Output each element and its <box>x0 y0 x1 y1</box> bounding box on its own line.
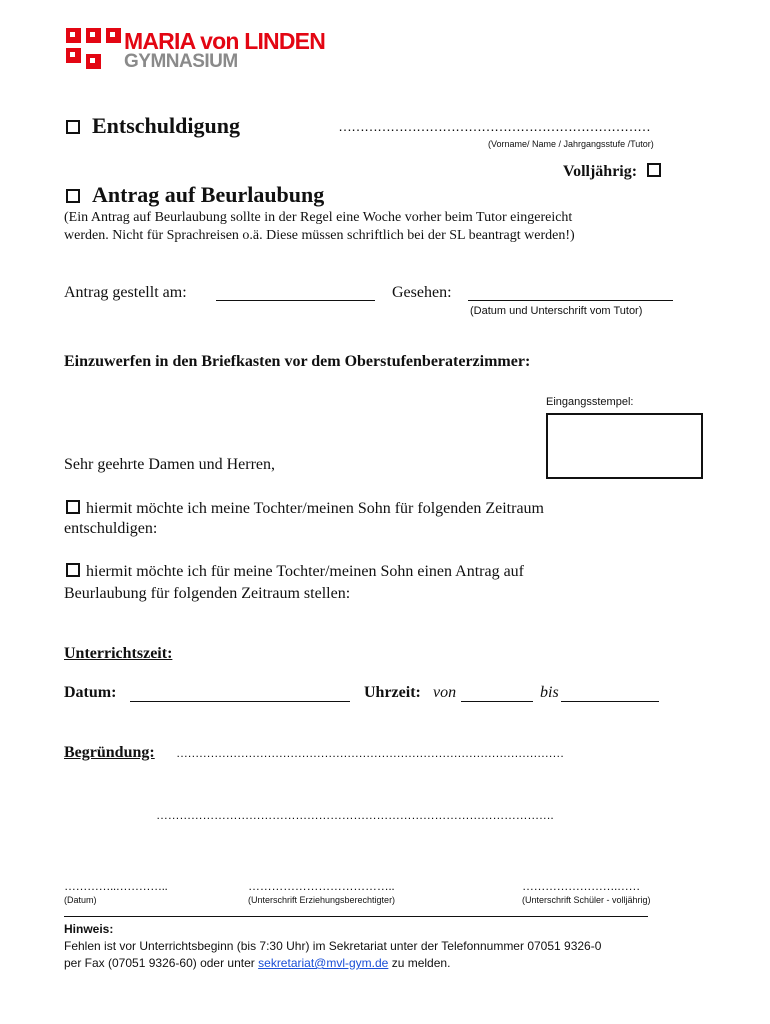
divider-line <box>64 916 648 917</box>
logo-subtitle: GYMNASIUM <box>124 51 238 72</box>
antrag-note-line2: werden. Nicht für Sprachreisen o.ä. Diese müssen schriftlich bei der SL beantragt werden!) <box>64 228 575 243</box>
option-entschuldigen-line2: entschuldigen: <box>64 520 158 537</box>
einwerfen-instruction: Einzuwerfen in den Briefkasten vor dem Oberstufenberaterzimmer: <box>64 353 531 370</box>
gesehen-field[interactable] <box>468 300 673 301</box>
antrag-label: Antrag auf Beurlaubung <box>92 182 325 207</box>
antrag-gestellt-label: Antrag gestellt am: <box>64 284 187 301</box>
option-beurlaubung-checkbox[interactable] <box>66 563 80 577</box>
von-field[interactable] <box>461 701 533 702</box>
logo-name: MARIA von LINDEN <box>124 28 326 54</box>
entschuldigung-label: Entschuldigung <box>92 113 240 138</box>
hinweis-line2-prefix: per Fax (07051 9326-60) oder unter <box>64 956 255 970</box>
option-entschuldigen <box>66 500 544 518</box>
gesehen-label: Gesehen: <box>392 284 452 301</box>
logo-square-4 <box>66 48 81 63</box>
hinweis-label: Hinweis: <box>64 922 114 936</box>
option-entschuldigen-line1: hiermit möchte ich meine Tochter/meinen Sohn für folgenden Zeitraum <box>86 500 544 517</box>
eingangsstempel-box <box>546 413 703 479</box>
unterrichtszeit-heading: Unterrichtszeit: <box>64 645 173 662</box>
schueler-signature-field[interactable]: …………………….…… <box>522 879 640 893</box>
bis-field[interactable] <box>561 701 659 702</box>
option-beurlaubung-line2: Beurlaubung für folgenden Zeitraum stellen: <box>64 585 351 602</box>
hinweis-line2-suffix: zu melden. <box>391 956 451 970</box>
option-beurlaubung <box>66 563 524 581</box>
antrag-gestellt-field[interactable] <box>216 300 375 301</box>
datum-caption: (Datum) <box>64 895 97 905</box>
entschuldigung-checkbox[interactable] <box>66 120 80 134</box>
von-label: von <box>433 684 457 701</box>
begruendung-field-1[interactable]: ………………………………………………………………………………………… <box>176 746 564 760</box>
datum-signature-field[interactable]: …………..………….. <box>64 879 168 893</box>
hinweis-line2 <box>64 956 450 970</box>
uhrzeit-label: Uhrzeit: <box>364 684 421 701</box>
antrag-checkbox[interactable] <box>66 189 80 203</box>
volljaehrig-checkbox[interactable] <box>647 163 661 177</box>
eingangsstempel-label: Eingangsstempel: <box>546 396 634 408</box>
eltern-caption: (Unterschrift Erziehungsberechtigter) <box>248 895 396 905</box>
entschuldigung-option <box>66 113 240 139</box>
option-beurlaubung-line1: hiermit möchte ich für meine Tochter/meinen Sohn einen Antrag auf <box>86 563 525 580</box>
hinweis-line1: Fehlen ist vor Unterrichtsbeginn (bis 7:30 Uhr) im Sekretariat unter der Telefonnummer 07051 9326-0 <box>64 939 602 953</box>
volljaehrig-option <box>563 163 661 181</box>
begruendung-field-2[interactable]: …………………………………………………………………………………………. <box>156 808 554 822</box>
logo-square-1 <box>66 28 81 43</box>
logo-square-2 <box>86 28 101 43</box>
eltern-signature-field[interactable]: ……………………………….. <box>248 879 395 893</box>
volljaehrig-label: Volljährig: <box>563 163 638 180</box>
schueler-caption: (Unterschrift Schüler - volljährig) <box>522 895 651 905</box>
datum-label: Datum: <box>64 684 117 701</box>
option-entschuldigen-checkbox[interactable] <box>66 500 80 514</box>
sekretariat-email-link[interactable]: sekretariat@mvl-gym.de <box>258 956 389 970</box>
antrag-note-line1: (Ein Antrag auf Beurlaubung sollte in der Regel eine Woche vorher beim Tutor eingereicht <box>64 210 573 225</box>
greeting: Sehr geehrte Damen und Herren, <box>64 456 276 473</box>
name-field[interactable]: ……………………………………………………………… <box>338 118 650 134</box>
logo-square-5 <box>86 54 101 69</box>
gesehen-caption: (Datum und Unterschrift vom Tutor) <box>470 305 643 317</box>
logo-square-3 <box>106 28 121 43</box>
bis-label: bis <box>540 684 559 701</box>
begruendung-label: Begründung: <box>64 744 155 761</box>
datum-field[interactable] <box>130 701 350 702</box>
antrag-option <box>66 182 324 208</box>
name-caption: (Vorname/ Name / Jahrgangsstufe /Tutor) <box>488 139 654 149</box>
